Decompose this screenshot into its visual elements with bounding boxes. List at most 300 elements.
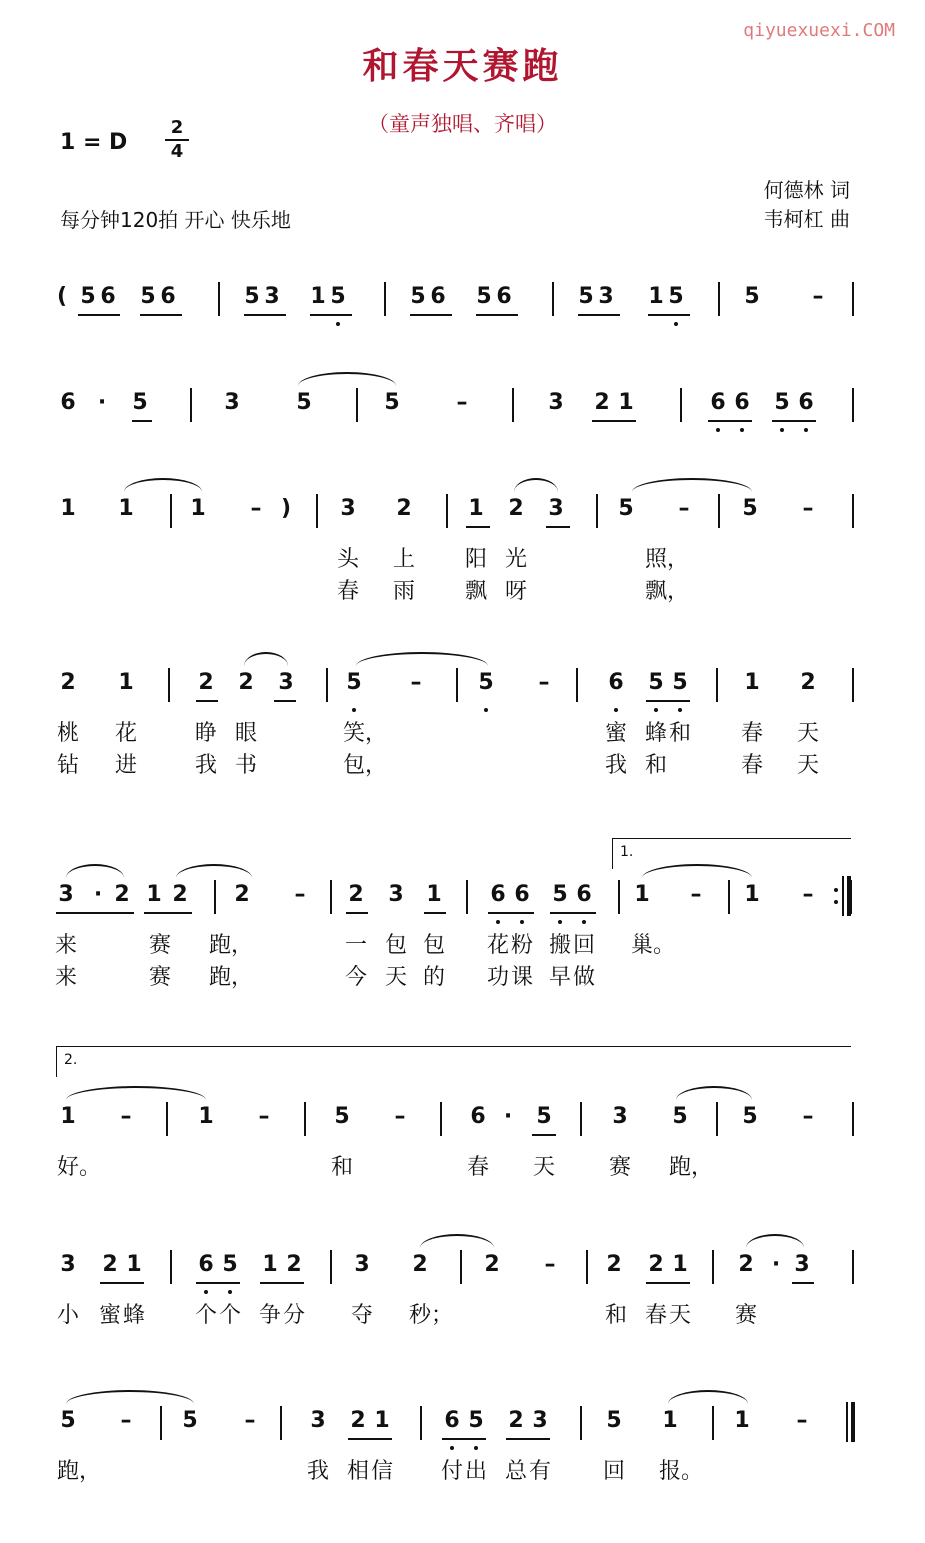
note: – xyxy=(544,1252,556,1277)
lyric-verse-1: 天 xyxy=(797,721,820,746)
note: 6 xyxy=(470,1104,486,1129)
low-octave-dot xyxy=(228,1290,232,1294)
lyric-verse-1: 回 xyxy=(603,1459,626,1484)
lyric-verse-1: 出 xyxy=(465,1459,488,1484)
low-octave-dot xyxy=(204,1290,208,1294)
note: 2 xyxy=(606,1252,622,1277)
beam-underline xyxy=(546,526,570,528)
lyric-verse-1: 上 xyxy=(393,547,416,572)
barline xyxy=(330,1250,332,1284)
beam-underline xyxy=(792,1282,814,1284)
note: 5 xyxy=(648,670,664,695)
lyric-verse-1: 付 xyxy=(441,1459,464,1484)
barline xyxy=(460,1250,462,1284)
beam-underline xyxy=(196,700,218,702)
slur-tie xyxy=(746,1234,804,1248)
beam-underline xyxy=(244,314,286,316)
note: 6 xyxy=(100,284,116,309)
note: · xyxy=(93,882,103,907)
low-octave-dot xyxy=(614,708,618,712)
lyric-verse-1: 信 xyxy=(371,1459,394,1484)
note: – xyxy=(120,1408,132,1433)
beam-underline xyxy=(578,314,620,316)
note: 5 xyxy=(552,882,568,907)
slur-tie xyxy=(66,864,124,878)
note: 2 xyxy=(508,496,524,521)
composer: 韦柯杠 曲 xyxy=(763,207,850,231)
beam-underline xyxy=(144,912,192,914)
lyric-verse-1: 好。 xyxy=(57,1155,102,1180)
beam-underline xyxy=(348,1438,392,1440)
beam-underline xyxy=(132,420,152,422)
note: 2 xyxy=(508,1408,524,1433)
lyric-verse-1: 争 xyxy=(259,1303,282,1328)
volta-number: 1. xyxy=(620,844,634,860)
repeat-barline-thick xyxy=(847,876,851,916)
note: – xyxy=(796,1408,808,1433)
volta-bracket xyxy=(56,1046,851,1077)
lyric-verse-1: 我 xyxy=(307,1459,330,1484)
note: 1 xyxy=(744,670,760,695)
time-signature xyxy=(165,118,189,162)
final-barline xyxy=(846,1402,848,1442)
beam-underline xyxy=(646,700,690,702)
lyric-verse-1: 秒； xyxy=(409,1303,454,1328)
song-subtitle: （童声独唱、齐唱） xyxy=(368,112,557,136)
beam-underline xyxy=(310,314,352,316)
low-octave-dot xyxy=(474,1446,478,1450)
note: 1 xyxy=(190,496,206,521)
lyric-verse-2: 来 xyxy=(55,965,78,990)
note: 3 xyxy=(310,1408,326,1433)
beam-underline xyxy=(488,912,534,914)
note: 1 xyxy=(618,390,634,415)
lyric-verse-1: 阳 xyxy=(465,547,488,572)
note: 3 xyxy=(388,882,404,907)
barline xyxy=(440,1102,442,1136)
note: 2 xyxy=(286,1252,302,1277)
note: 2 xyxy=(484,1252,500,1277)
note: 6 xyxy=(490,882,506,907)
note: 3 xyxy=(278,670,294,695)
note: ) xyxy=(280,496,292,521)
note: – xyxy=(120,1104,132,1129)
note: 3 xyxy=(532,1408,548,1433)
lyric-verse-2: 功 xyxy=(487,965,510,990)
lyric-verse-1: 眼 xyxy=(235,721,258,746)
barline xyxy=(326,668,328,702)
note: 5 xyxy=(742,1104,758,1129)
note: 5 xyxy=(536,1104,552,1129)
lyric-verse-1: 桃 xyxy=(57,721,80,746)
note: 6 xyxy=(160,284,176,309)
beam-underline xyxy=(196,1282,240,1284)
note: 5 xyxy=(476,284,492,309)
note: – xyxy=(456,390,468,415)
barline xyxy=(316,494,318,528)
barline xyxy=(852,668,854,702)
lyric-verse-1: 笑， xyxy=(343,721,388,746)
barline xyxy=(168,668,170,702)
lyric-verse-1: 搬 xyxy=(549,933,572,958)
beam-underline xyxy=(648,314,690,316)
barline xyxy=(596,494,598,528)
lyricist: 何德林 词 xyxy=(763,178,850,202)
beam-underline xyxy=(100,1282,144,1284)
lyric-verse-1: 粉 xyxy=(511,933,534,958)
lyric-verse-2: 雨 xyxy=(393,579,416,604)
note: 2 xyxy=(738,1252,754,1277)
note: 3 xyxy=(794,1252,810,1277)
low-octave-dot xyxy=(780,428,784,432)
note: 5 xyxy=(742,496,758,521)
lyric-verse-1: 包 xyxy=(423,933,446,958)
barline xyxy=(852,388,854,422)
note: 5 xyxy=(330,284,346,309)
note: 1 xyxy=(126,1252,142,1277)
volta-number: 2. xyxy=(64,1052,78,1068)
lyric-verse-2: 做 xyxy=(573,965,596,990)
note: 6 xyxy=(444,1408,460,1433)
lyric-verse-1: 花 xyxy=(487,933,510,958)
note: – xyxy=(812,284,824,309)
beam-underline xyxy=(260,1282,304,1284)
barline xyxy=(280,1406,282,1440)
note: 6 xyxy=(514,882,530,907)
time-signature-top: 2 xyxy=(170,117,184,138)
beam-underline xyxy=(78,314,120,316)
barline xyxy=(160,1406,162,1440)
barline xyxy=(716,668,718,702)
barline xyxy=(190,388,192,422)
lyric-verse-2: 进 xyxy=(115,753,138,778)
slur-tie xyxy=(514,478,558,492)
barline xyxy=(218,282,220,316)
barline xyxy=(170,1250,172,1284)
note: 1 xyxy=(662,1408,678,1433)
beam-underline xyxy=(592,420,636,422)
lyric-verse-2: 我 xyxy=(195,753,218,778)
barline xyxy=(580,1406,582,1440)
low-octave-dot xyxy=(674,322,678,326)
note: 2 xyxy=(102,1252,118,1277)
note: 6 xyxy=(198,1252,214,1277)
slur-tie xyxy=(124,478,202,492)
note: 1 xyxy=(118,496,134,521)
low-octave-dot xyxy=(804,428,808,432)
note: – xyxy=(258,1104,270,1129)
note: – xyxy=(802,882,814,907)
lyric-verse-1: 光 xyxy=(505,547,528,572)
lyric-verse-1: 报。 xyxy=(659,1459,704,1484)
low-octave-dot xyxy=(654,708,658,712)
note: 2 xyxy=(800,670,816,695)
lyric-verse-1: 包 xyxy=(385,933,408,958)
lyric-verse-1: 个 xyxy=(219,1303,242,1328)
lyric-verse-1: 天 xyxy=(533,1155,556,1180)
barline xyxy=(512,388,514,422)
low-octave-dot xyxy=(582,920,586,924)
lyric-verse-1: 个 xyxy=(195,1303,218,1328)
lyric-verse-1: 蜂 xyxy=(123,1303,146,1328)
note: 5 xyxy=(774,390,790,415)
barline xyxy=(712,1406,714,1440)
note: 2 xyxy=(60,670,76,695)
lyric-verse-1: 和 xyxy=(605,1303,628,1328)
beam-underline xyxy=(140,314,182,316)
tempo-marking: 每分钟120拍 开心 快乐地 xyxy=(60,208,291,232)
note: 5 xyxy=(384,390,400,415)
low-octave-dot xyxy=(678,708,682,712)
barline xyxy=(330,880,332,914)
beam-underline xyxy=(772,420,816,422)
barline xyxy=(580,1102,582,1136)
lyric-verse-2: 天 xyxy=(797,753,820,778)
lyric-verse-1: 春 xyxy=(467,1155,490,1180)
lyric-verse-1: 跑， xyxy=(209,933,254,958)
beam-underline xyxy=(506,1438,550,1440)
lyric-verse-1: 睁 xyxy=(195,721,218,746)
note: 5 xyxy=(222,1252,238,1277)
note: 6 xyxy=(496,284,512,309)
lyric-verse-1: 来 xyxy=(55,933,78,958)
note: 1 xyxy=(198,1104,214,1129)
lyric-verse-2: 天 xyxy=(385,965,408,990)
lyric-verse-1: 和 xyxy=(331,1155,354,1180)
lyric-verse-2: 呀 xyxy=(505,579,528,604)
note: 3 xyxy=(612,1104,628,1129)
note: 1 xyxy=(374,1408,390,1433)
lyric-verse-1: 花 xyxy=(115,721,138,746)
lyric-verse-2: 课 xyxy=(511,965,534,990)
note: 1 xyxy=(734,1408,750,1433)
barline xyxy=(552,282,554,316)
note: 1 xyxy=(146,882,162,907)
note: 5 xyxy=(606,1408,622,1433)
beam-underline xyxy=(466,526,490,528)
lyric-verse-1: 赛 xyxy=(609,1155,632,1180)
beam-underline xyxy=(646,1282,690,1284)
barline xyxy=(852,282,854,316)
note: 5 xyxy=(668,284,684,309)
barline xyxy=(576,668,578,702)
lyric-verse-1: 赛 xyxy=(149,933,172,958)
note: 6 xyxy=(798,390,814,415)
repeat-dot xyxy=(834,888,838,892)
lyric-verse-1: 总 xyxy=(505,1459,528,1484)
lyric-verse-1: 蜜 xyxy=(99,1303,122,1328)
note: 1 xyxy=(426,882,442,907)
note: 2 xyxy=(234,882,250,907)
note: 6 xyxy=(608,670,624,695)
note: – xyxy=(802,496,814,521)
barline xyxy=(214,880,216,914)
note: 2 xyxy=(348,882,364,907)
final-barline-thick xyxy=(851,1402,855,1442)
note: 2 xyxy=(172,882,188,907)
slur-tie xyxy=(66,1086,206,1100)
note: 5 xyxy=(182,1408,198,1433)
lyric-verse-2: 飘， xyxy=(645,579,690,604)
barline xyxy=(466,880,468,914)
slur-tie xyxy=(676,1086,752,1100)
note: 5 xyxy=(744,284,760,309)
note: – xyxy=(802,1104,814,1129)
barline xyxy=(718,494,720,528)
low-octave-dot xyxy=(336,322,340,326)
barline xyxy=(852,1250,854,1284)
lyric-verse-2: 春 xyxy=(741,753,764,778)
note: 2 xyxy=(114,882,130,907)
watermark: qiyuexuexi.COM xyxy=(743,20,895,41)
barline xyxy=(384,282,386,316)
barline xyxy=(728,880,730,914)
note: · xyxy=(771,1252,781,1277)
note: 5 xyxy=(672,1104,688,1129)
note: 6 xyxy=(734,390,750,415)
note: 2 xyxy=(238,670,254,695)
lyric-verse-1: 头 xyxy=(337,547,360,572)
beam-underline xyxy=(410,314,452,316)
lyric-verse-1: 分 xyxy=(283,1303,306,1328)
barline xyxy=(618,880,620,914)
note: 5 xyxy=(618,496,634,521)
note: 6 xyxy=(430,284,446,309)
note: 6 xyxy=(576,882,592,907)
lyric-verse-1: 春 xyxy=(645,1303,668,1328)
barline xyxy=(304,1102,306,1136)
slur-tie xyxy=(420,1234,494,1248)
low-octave-dot xyxy=(484,708,488,712)
note: · xyxy=(503,1104,513,1129)
low-octave-dot xyxy=(520,920,524,924)
note: 2 xyxy=(396,496,412,521)
beam-underline xyxy=(476,314,518,316)
note: 5 xyxy=(346,670,362,695)
barline xyxy=(170,494,172,528)
slur-tie xyxy=(298,372,396,386)
lyric-verse-1: 照， xyxy=(645,547,690,572)
beam-underline xyxy=(424,912,446,914)
note: 5 xyxy=(140,284,156,309)
note: 3 xyxy=(598,284,614,309)
note: – xyxy=(410,670,422,695)
beam-underline xyxy=(532,1134,556,1136)
slur-tie xyxy=(356,652,488,666)
time-signature-bottom: 4 xyxy=(170,141,184,162)
note: 1 xyxy=(744,882,760,907)
lyric-verse-2: 和 xyxy=(645,753,668,778)
lyric-verse-1: 一 xyxy=(345,933,368,958)
low-octave-dot xyxy=(740,428,744,432)
barline xyxy=(716,1102,718,1136)
note: 5 xyxy=(578,284,594,309)
lyric-verse-2: 跑， xyxy=(209,965,254,990)
slur-tie xyxy=(66,1390,194,1404)
note: 5 xyxy=(478,670,494,695)
note: 1 xyxy=(310,284,326,309)
repeat-dot xyxy=(834,900,838,904)
note: – xyxy=(678,496,690,521)
note: 3 xyxy=(354,1252,370,1277)
note: 1 xyxy=(60,1104,76,1129)
note: – xyxy=(690,882,702,907)
note: 1 xyxy=(262,1252,278,1277)
barline xyxy=(852,494,854,528)
note: · xyxy=(97,390,107,415)
note: 5 xyxy=(244,284,260,309)
beam-underline xyxy=(708,420,752,422)
barline xyxy=(586,1250,588,1284)
note: 3 xyxy=(264,284,280,309)
note: 3 xyxy=(58,882,74,907)
beam-underline xyxy=(346,912,368,914)
note: – xyxy=(538,670,550,695)
barline xyxy=(852,1102,854,1136)
note: – xyxy=(250,496,262,521)
low-octave-dot xyxy=(450,1446,454,1450)
barline xyxy=(420,1406,422,1440)
note: 3 xyxy=(60,1252,76,1277)
low-octave-dot xyxy=(716,428,720,432)
lyric-verse-1: 小 xyxy=(57,1303,80,1328)
beam-underline xyxy=(56,912,134,914)
slur-tie xyxy=(632,478,752,492)
lyric-verse-2: 春 xyxy=(337,579,360,604)
lyric-verse-1: 赛 xyxy=(735,1303,758,1328)
note: – xyxy=(294,882,306,907)
low-octave-dot xyxy=(558,920,562,924)
low-octave-dot xyxy=(352,708,356,712)
note: 3 xyxy=(548,496,564,521)
beam-underline xyxy=(550,912,596,914)
beam-underline xyxy=(442,1438,486,1440)
note: 5 xyxy=(410,284,426,309)
note: 3 xyxy=(224,390,240,415)
lyric-verse-2: 飘 xyxy=(465,579,488,604)
key-signature: 1 = D xyxy=(60,130,128,155)
lyric-verse-2: 今 xyxy=(345,965,368,990)
lyric-verse-2: 包， xyxy=(343,753,388,778)
note: 1 xyxy=(60,496,76,521)
lyric-verse-1: 蜂 xyxy=(645,721,668,746)
lyric-verse-1: 有 xyxy=(529,1459,552,1484)
barline xyxy=(718,282,720,316)
lyric-verse-2: 我 xyxy=(605,753,628,778)
barline xyxy=(356,388,358,422)
barline xyxy=(166,1102,168,1136)
volta-bracket xyxy=(612,838,851,869)
song-title: 和春天赛跑 xyxy=(362,45,563,87)
lyric-verse-1: 巢。 xyxy=(631,933,676,958)
lyric-verse-1: 回 xyxy=(573,933,596,958)
lyric-verse-2: 书 xyxy=(235,753,258,778)
lyric-verse-1: 跑， xyxy=(57,1459,102,1484)
lyric-verse-2: 早 xyxy=(549,965,572,990)
note: 1 xyxy=(468,496,484,521)
lyric-verse-2: 的 xyxy=(423,965,446,990)
note: 2 xyxy=(350,1408,366,1433)
note: 5 xyxy=(672,670,688,695)
lyric-verse-1: 春 xyxy=(741,721,764,746)
lyric-verse-1: 天 xyxy=(669,1303,692,1328)
note: 1 xyxy=(118,670,134,695)
note: 1 xyxy=(672,1252,688,1277)
barline xyxy=(680,388,682,422)
note: 3 xyxy=(548,390,564,415)
lyric-verse-1: 跑， xyxy=(669,1155,714,1180)
note: 5 xyxy=(296,390,312,415)
